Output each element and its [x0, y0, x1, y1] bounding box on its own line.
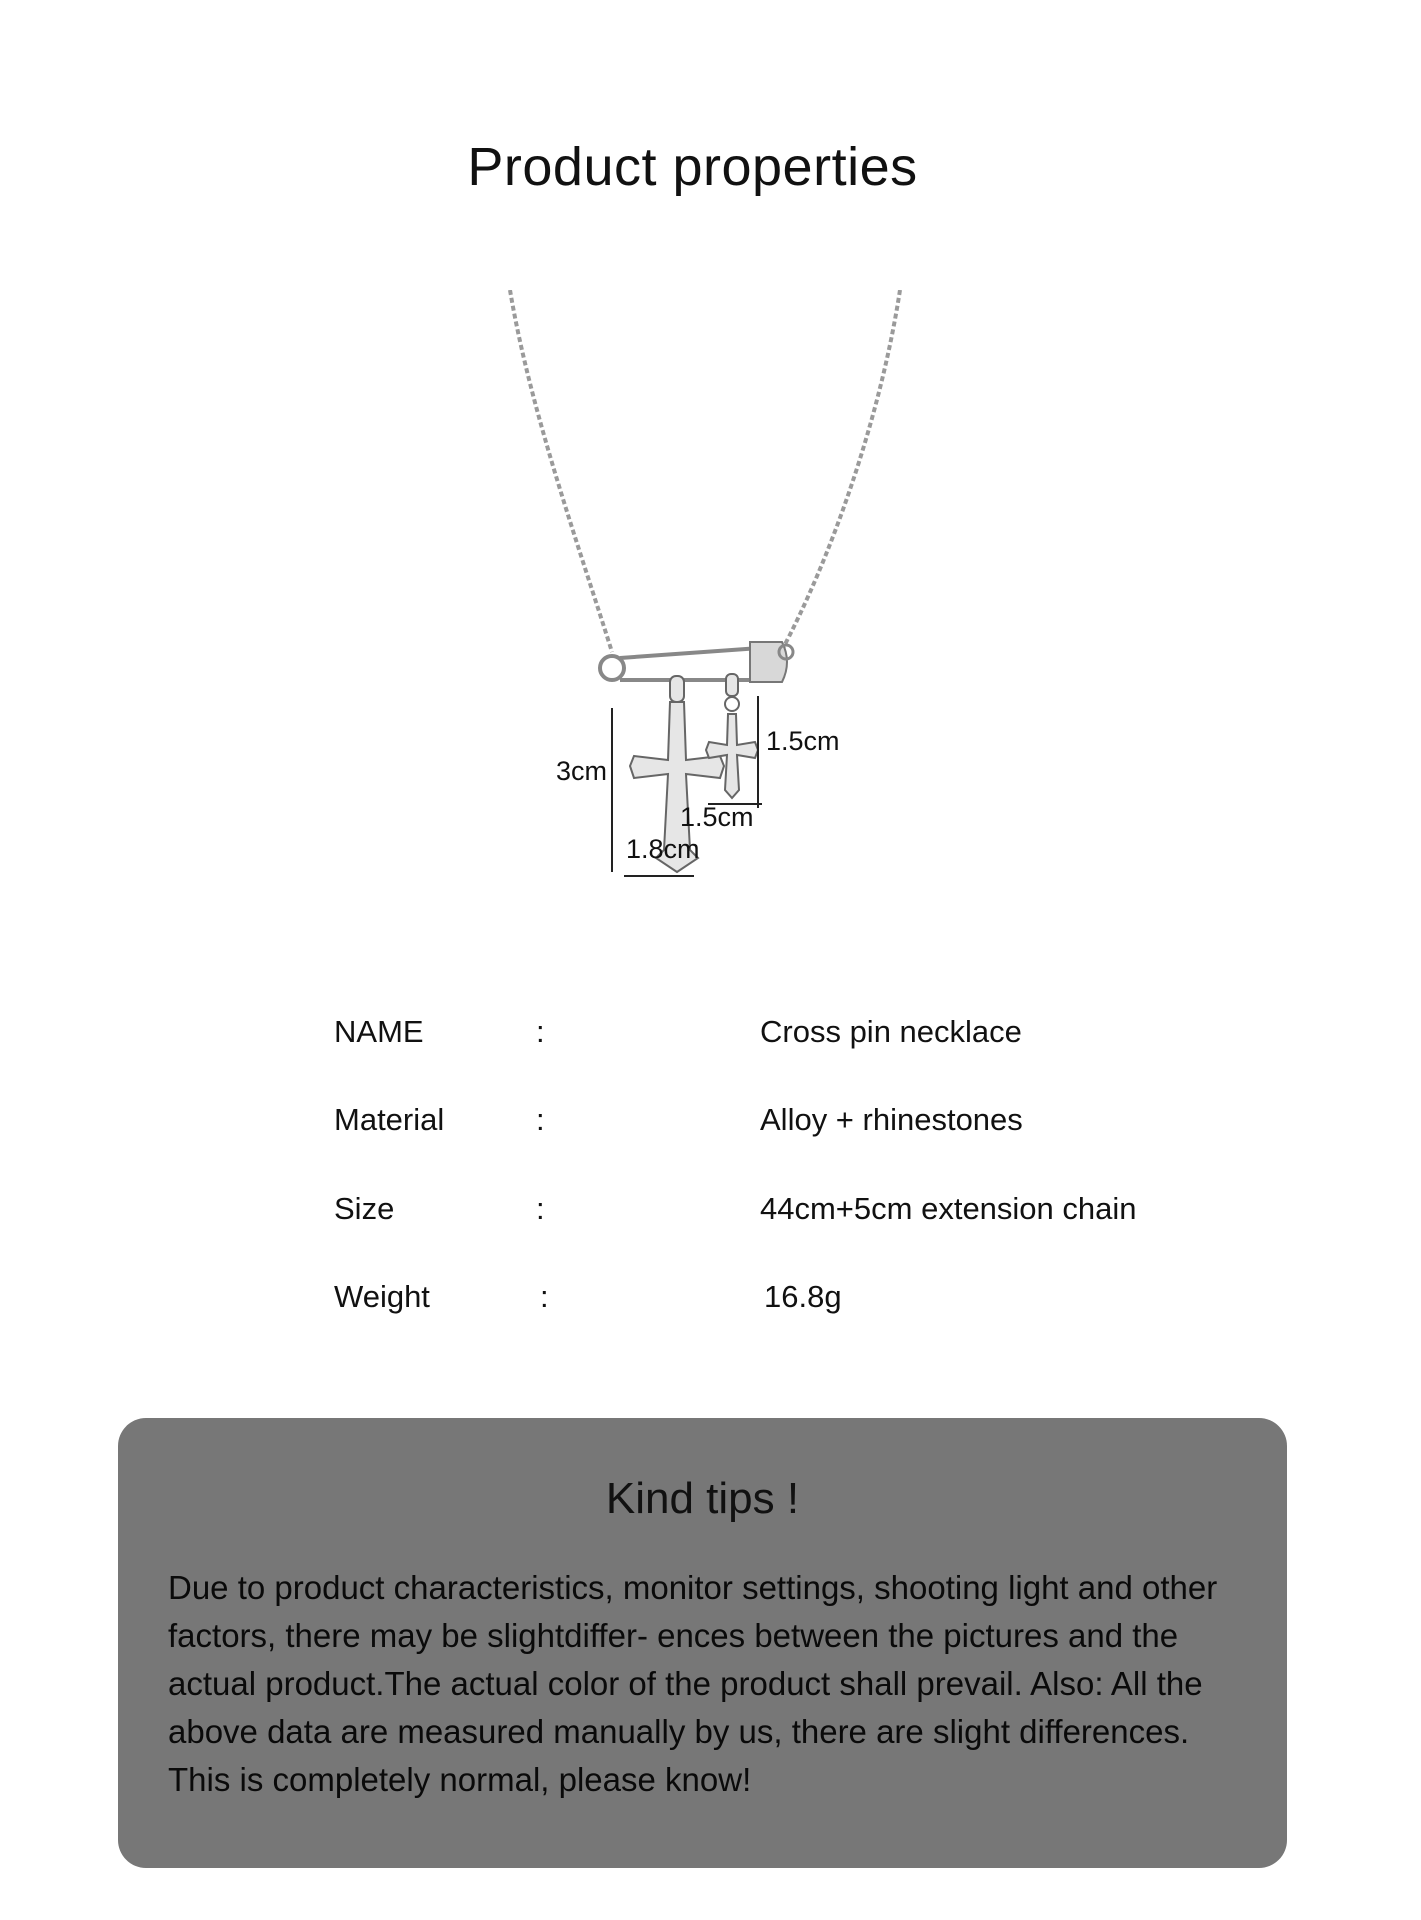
property-label: Weight — [334, 1279, 430, 1314]
property-value: Cross pin necklace — [760, 1014, 1022, 1049]
small-cross — [706, 674, 758, 798]
small-cross-width-label: 1.5cm — [680, 802, 754, 832]
property-row-size — [334, 1191, 1234, 1231]
property-value: 44cm+5cm extension chain — [760, 1191, 1137, 1226]
safety-pin — [600, 642, 793, 682]
large-cross-width-label: 1.8cm — [626, 834, 700, 864]
small-cross-height-label: 1.5cm — [766, 726, 840, 756]
property-row-weight — [334, 1279, 1234, 1319]
property-separator: : — [540, 1279, 549, 1314]
property-row-name — [334, 1014, 1234, 1054]
chain-right — [782, 290, 900, 650]
kind-tips-panel — [118, 1418, 1287, 1868]
product-image — [380, 290, 1010, 920]
property-label: Size — [334, 1191, 395, 1226]
property-row-material — [334, 1102, 1234, 1142]
property-separator: : — [536, 1191, 545, 1226]
property-label: Material — [334, 1102, 445, 1137]
property-separator: : — [536, 1102, 545, 1137]
large-cross-height-label: 3cm — [556, 756, 608, 786]
property-label: NAME — [334, 1014, 424, 1049]
property-value: Alloy + rhinestones — [760, 1102, 1023, 1137]
page-title: Product properties — [467, 137, 918, 197]
property-separator: : — [536, 1014, 545, 1049]
property-value: 16.8g — [764, 1279, 842, 1314]
chain-left — [510, 290, 612, 652]
kind-tips-title: Kind tips ! — [605, 1474, 800, 1523]
kind-tips-body: Due to product characteristics, monitor settings, shooting light and other factors, there may be slightdiffer- ences between the pictures and the actual product.The actual color of the product shall prevail. Also: All the above data are measured manually by us, there are slight differences. This is completely normal, please know! — [168, 1569, 1218, 1798]
